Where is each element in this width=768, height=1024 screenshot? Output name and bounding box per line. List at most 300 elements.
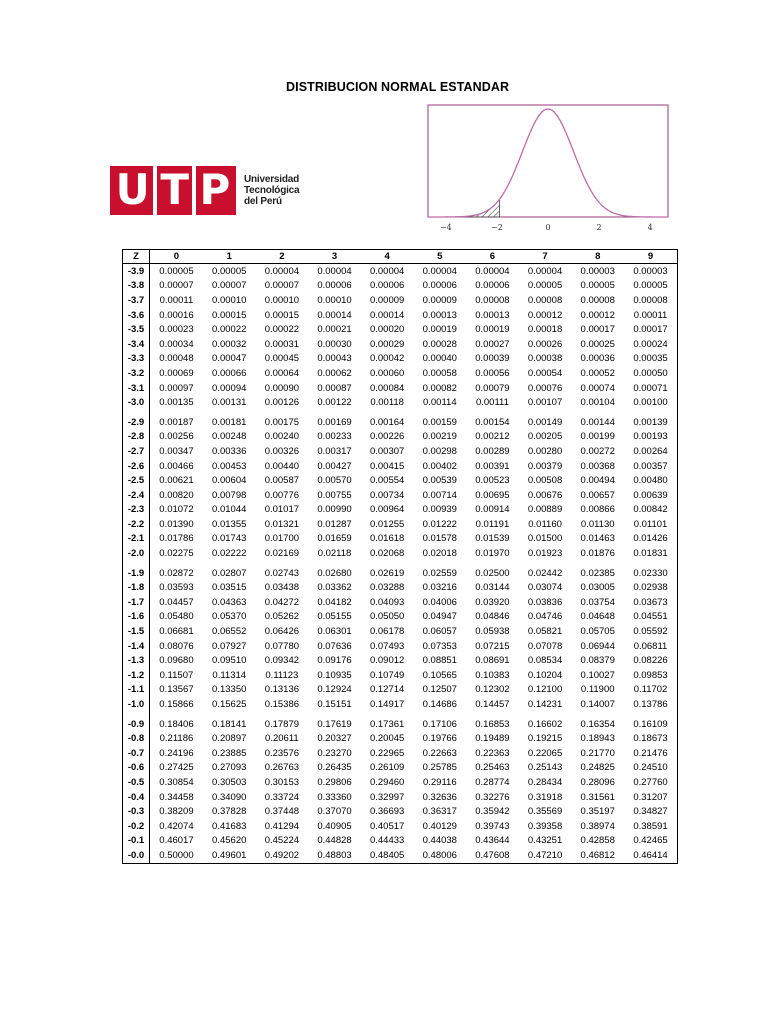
table-cell: 0.00233 [317,431,352,443]
table-cell: 0.00604 [212,475,247,487]
table-cell: 0.00013 [475,309,510,321]
table-cell: 0.02068 [369,548,405,560]
table-cell: 0.00005 [633,280,668,292]
table-cell: 0.00149 [527,416,563,428]
row-z-value: -1.6 [123,610,150,625]
table-cell: 0.11507 [159,669,194,681]
table-cell: 0.05938 [475,626,510,638]
table-cell: 0.00008 [527,294,563,306]
table-cell: 0.00415 [369,460,405,472]
table-cell: 0.01463 [580,533,615,545]
table-cell: 0.45620 [212,835,247,847]
table-cell: 0.00621 [159,475,194,487]
table-cell: 0.02938 [633,582,668,594]
table-cell: 0.01743 [212,533,247,545]
table-cell: 0.27425 [159,762,194,774]
header-z: Z [123,250,150,264]
table-cell: 0.00011 [159,294,194,306]
table-cell: 0.06057 [422,626,457,638]
table-cell: 0.14457 [475,699,510,711]
row-z-value: -3.9 [123,264,150,279]
table-cell: 0.00357 [633,460,668,472]
table-cell: 0.00007 [212,280,247,292]
table-cell: 0.09176 [317,655,352,667]
table-cell: 0.00307 [369,445,405,457]
table-cell: 0.00021 [317,324,352,336]
table-cell: 0.13567 [159,684,194,696]
table-cell: 0.35569 [527,806,563,818]
table-cell: 0.00010 [264,294,300,306]
table-cell: 0.27760 [633,776,668,788]
table-cell: 0.00939 [422,504,457,516]
row-z-value: -0.2 [123,819,150,834]
normal-curve [428,109,668,217]
table-cell: 0.01390 [159,518,194,530]
table-cell: 0.40129 [422,820,457,832]
row-z-value: -3.2 [123,366,150,381]
table-cell: 0.40517 [369,820,405,832]
row-z-value: -2.0 [123,546,150,561]
table-row [123,775,678,790]
header-col-1: 1 [203,250,256,264]
table-cell: 0.01831 [633,548,668,560]
table-cell: 0.06301 [317,626,352,638]
table-cell: 0.00076 [527,382,563,394]
table-row [123,595,678,610]
table-cell: 0.05155 [317,611,352,623]
table-cell: 0.00676 [527,489,563,501]
table-cell: 0.01659 [317,533,352,545]
table-cell: 0.00035 [633,353,668,365]
table-cell: 0.01191 [475,518,510,530]
table-cell: 0.00755 [317,489,352,501]
table-cell: 0.00023 [159,324,194,336]
table-row [123,381,678,396]
table-cell: 0.00027 [475,338,510,350]
table-cell: 0.00181 [212,416,247,428]
table-cell: 0.04846 [475,611,510,623]
table-row [123,546,678,561]
table-cell: 0.00272 [580,445,615,457]
x-tick-label: 4 [647,223,653,232]
table-cell: 0.00005 [159,265,194,277]
table-cell: 0.00014 [317,309,352,321]
table-cell: 0.00007 [159,280,194,292]
table-cell: 0.18406 [159,718,194,730]
z-table [122,249,678,864]
table-cell: 0.30153 [264,776,300,788]
row-z-value: -3.8 [123,279,150,294]
table-cell: 0.01700 [264,533,300,545]
table-cell: 0.14231 [527,699,563,711]
table-cell: 0.07215 [475,640,510,652]
row-z-value: -2.3 [123,503,150,518]
table-cell: 0.00038 [527,353,563,365]
table-row [123,639,678,654]
table-cell: 0.00004 [264,265,300,277]
table-cell: 0.00734 [369,489,405,501]
table-cell: 0.04093 [369,596,405,608]
table-cell: 0.34458 [159,791,194,803]
table-cell: 0.08534 [527,655,563,667]
table-cell: 0.31918 [527,791,563,803]
table-row [123,834,678,849]
table-cell: 0.03288 [369,582,405,594]
table-cell: 0.21186 [159,733,194,745]
table-cell: 0.00212 [475,431,510,443]
table-row [123,790,678,805]
table-cell: 0.04363 [212,596,247,608]
table-cell: 0.01017 [264,504,300,516]
header-col-6: 6 [466,250,519,264]
header-col-2: 2 [256,250,309,264]
row-z-value: -2.9 [123,410,150,430]
table-cell: 0.17106 [422,718,457,730]
table-cell: 0.38974 [580,820,615,832]
table-cell: 0.00040 [422,353,457,365]
table-cell: 0.00280 [527,445,563,457]
table-cell: 0.42858 [580,835,615,847]
row-z-value: -1.7 [123,595,150,610]
row-z-value: -2.5 [123,473,150,488]
table-cell: 0.00440 [264,460,300,472]
table-cell: 0.48803 [317,849,352,861]
row-z-value: -1.5 [123,624,150,639]
table-row [123,473,678,488]
row-z-value: -0.7 [123,746,150,761]
row-z-value: -3.7 [123,293,150,308]
table-cell: 0.00114 [422,397,457,409]
table-cell: 0.00135 [159,397,194,409]
table-cell: 0.22663 [422,747,457,759]
table-cell: 0.07927 [212,640,247,652]
table-row [123,848,678,863]
table-cell: 0.50000 [159,849,194,861]
logo-separator [192,166,196,215]
table-cell: 0.02222 [212,548,247,560]
table-cell: 0.00175 [264,416,300,428]
row-z-value: -3.0 [123,395,150,410]
table-row [123,697,678,712]
table-row [123,819,678,834]
table-cell: 0.01072 [159,504,194,516]
table-cell: 0.00047 [212,353,247,365]
table-cell: 0.17619 [317,718,352,730]
row-z-value: -2.2 [123,517,150,532]
table-cell: 0.39743 [475,820,510,832]
row-z-value: -1.4 [123,639,150,654]
table-cell: 0.00024 [633,338,668,350]
table-cell: 0.30503 [212,776,247,788]
table-cell: 0.01923 [527,548,563,560]
table-cell: 0.25143 [527,762,563,774]
table-cell: 0.37448 [264,806,300,818]
logo-line-1: Universidad [244,173,300,185]
row-z-value: -0.9 [123,712,150,732]
table-cell: 0.01786 [159,533,194,545]
table-cell: 0.30854 [159,776,194,788]
table-cell: 0.00011 [633,309,668,321]
table-cell: 0.10027 [580,669,615,681]
table-cell: 0.10383 [475,669,510,681]
table-cell: 0.04746 [527,611,563,623]
table-cell: 0.00010 [212,294,247,306]
table-cell: 0.02385 [580,567,615,579]
table-cell: 0.08076 [159,640,194,652]
table-cell: 0.04006 [422,596,457,608]
table-cell: 0.08379 [580,655,615,667]
table-cell: 0.00169 [317,416,352,428]
table-cell: 0.01130 [580,518,615,530]
table-cell: 0.03438 [264,582,300,594]
table-cell: 0.00003 [633,265,668,277]
table-row [123,532,678,547]
table-cell: 0.00118 [370,397,404,409]
table-row [123,653,678,668]
table-cell: 0.00019 [422,324,457,336]
table-cell: 0.19215 [527,733,563,745]
logo-letter-t: T [160,165,189,214]
table-cell: 0.16354 [580,718,615,730]
table-cell: 0.00031 [264,338,300,350]
table-cell: 0.01618 [369,533,405,545]
table-cell: 0.13350 [212,684,247,696]
table-cell: 0.00008 [580,294,615,306]
table-cell: 0.00042 [369,353,405,365]
row-z-value: -2.8 [123,430,150,445]
table-cell: 0.04182 [317,596,352,608]
table-cell: 0.00657 [580,489,615,501]
table-cell: 0.00131 [212,397,247,409]
table-row [123,293,678,308]
table-cell: 0.17361 [369,718,405,730]
table-cell: 0.02559 [422,567,457,579]
table-cell: 0.00144 [580,416,615,428]
table-cell: 0.02743 [264,567,300,579]
table-cell: 0.06426 [264,626,300,638]
table-cell: 0.43644 [475,835,510,847]
table-cell: 0.35197 [580,806,615,818]
table-cell: 0.19489 [475,733,510,745]
table-cell: 0.04648 [580,611,615,623]
table-cell: 0.20611 [265,733,299,745]
table-cell: 0.03074 [527,582,563,594]
table-cell: 0.00368 [580,460,615,472]
table-cell: 0.00019 [475,324,510,336]
table-cell: 0.34090 [212,791,247,803]
row-z-value: -0.6 [123,761,150,776]
table-cell: 0.48405 [369,849,405,861]
table-cell: 0.00326 [264,445,300,457]
table-cell: 0.05821 [527,626,563,638]
table-cell: 0.00012 [527,309,563,321]
table-row [123,366,678,381]
table-cell: 0.00012 [580,309,615,321]
table-cell: 0.07493 [369,640,405,652]
header-col-3: 3 [308,250,361,264]
table-cell: 0.40905 [317,820,352,832]
table-cell: 0.01321 [264,518,300,530]
table-cell: 0.00798 [212,489,247,501]
table-cell: 0.02619 [369,567,405,579]
table-cell: 0.00016 [159,309,194,321]
table-cell: 0.11123 [265,669,299,681]
table-cell: 0.06552 [212,626,247,638]
table-row [123,731,678,746]
table-cell: 0.07780 [264,640,300,652]
table-row [123,459,678,474]
row-z-value: -0.8 [123,731,150,746]
table-row [123,517,678,532]
table-cell: 0.12302 [475,684,510,696]
table-cell: 0.03593 [159,582,194,594]
table-cell: 0.00164 [369,416,405,428]
table-row [123,668,678,683]
table-cell: 0.03144 [475,582,510,594]
table-cell: 0.00004 [527,265,563,277]
table-cell: 0.00056 [475,367,510,379]
row-z-value: -1.0 [123,697,150,712]
table-cell: 0.36693 [369,806,405,818]
table-cell: 0.23885 [212,747,247,759]
table-cell: 0.06681 [159,626,194,638]
table-cell: 0.01355 [212,518,247,530]
table-cell: 0.00005 [580,280,615,292]
table-cell: 0.08226 [633,655,668,667]
table-cell: 0.10935 [317,669,352,681]
table-cell: 0.00017 [633,324,668,336]
x-tick-label: −4 [439,223,452,232]
table-cell: 0.12714 [369,684,405,696]
table-cell: 0.00264 [633,445,668,457]
table-cell: 0.28774 [475,776,510,788]
table-cell: 0.00082 [422,382,457,394]
table-cell: 0.00466 [159,460,194,472]
table-cell: 0.00842 [633,504,668,516]
table-cell: 0.00402 [422,460,457,472]
table-cell: 0.25463 [475,762,510,774]
table-cell: 0.08691 [475,655,510,667]
table-cell: 0.20327 [317,733,352,745]
table-cell: 0.49202 [264,849,300,861]
row-z-value: -2.1 [123,532,150,547]
logo-mark [110,166,236,215]
table-cell: 0.01426 [633,533,668,545]
table-cell: 0.00539 [422,475,457,487]
table-cell: 0.05592 [633,626,668,638]
table-cell: 0.27093 [212,762,247,774]
table-cell: 0.00776 [264,489,300,501]
table-cell: 0.17879 [264,718,300,730]
table-cell: 0.18943 [580,733,615,745]
table-cell: 0.43251 [527,835,563,847]
logo-letter-u: U [115,165,150,214]
table-cell: 0.47608 [475,849,510,861]
table-cell: 0.07636 [317,640,352,652]
table-cell: 0.19766 [422,733,457,745]
table-cell: 0.00007 [264,280,300,292]
row-z-value: -3.3 [123,352,150,367]
table-cell: 0.02680 [317,567,352,579]
row-z-value: -3.5 [123,322,150,337]
header-col-0: 0 [150,250,203,264]
table-cell: 0.00008 [475,294,510,306]
table-cell: 0.00347 [159,445,194,457]
table-cell: 0.02018 [422,548,457,560]
table-row [123,503,678,518]
table-cell: 0.44038 [422,835,457,847]
table-cell: 0.00039 [475,353,510,365]
table-row [123,279,678,294]
table-cell: 0.44433 [369,835,405,847]
table-cell: 0.15386 [264,699,300,711]
table-cell: 0.00256 [159,431,194,443]
table-cell: 0.00866 [580,504,615,516]
table-cell: 0.02330 [633,567,668,579]
table-cell: 0.44828 [317,835,352,847]
row-z-value: -1.9 [123,561,150,581]
table-cell: 0.03836 [527,596,563,608]
table-cell: 0.00045 [264,353,300,365]
table-cell: 0.00062 [317,367,352,379]
table-cell: 0.00889 [527,504,563,516]
table-cell: 0.00226 [369,431,405,443]
table-cell: 0.07353 [422,640,457,652]
table-row [123,264,678,279]
table-cell: 0.00036 [580,353,615,365]
logo-line-3: del Perú [244,195,282,207]
table-cell: 0.01160 [528,518,562,530]
table-cell: 0.00205 [527,431,563,443]
table-cell: 0.10749 [369,669,405,681]
table-cell: 0.35942 [475,806,510,818]
table-cell: 0.04551 [633,611,668,623]
row-z-value: -0.3 [123,804,150,819]
table-cell: 0.46414 [633,849,668,861]
header-col-8: 8 [571,250,624,264]
table-cell: 0.00159 [422,416,457,428]
table-cell: 0.03754 [580,596,615,608]
table-cell: 0.00006 [475,280,510,292]
table-cell: 0.00060 [369,367,405,379]
table-cell: 0.38209 [159,806,194,818]
table-cell: 0.14686 [422,699,457,711]
table-cell: 0.00100 [633,397,668,409]
table-cell: 0.00022 [264,324,300,336]
table-cell: 0.00074 [580,382,615,394]
table-cell: 0.00193 [633,431,668,443]
table-cell: 0.00006 [369,280,405,292]
plot-frame [428,105,668,217]
row-z-value: -0.4 [123,790,150,805]
table-cell: 0.11900 [580,684,615,696]
table-cell: 0.24825 [580,762,615,774]
table-cell: 0.00026 [527,338,563,350]
x-tick-label: −2 [491,223,503,232]
header-col-7: 7 [519,250,572,264]
table-cell: 0.00126 [264,397,300,409]
table-cell: 0.00015 [264,309,300,321]
table-cell: 0.02118 [317,548,352,560]
table-cell: 0.37070 [317,806,352,818]
table-cell: 0.09510 [212,655,247,667]
table-cell: 0.00639 [633,489,668,501]
table-cell: 0.22065 [527,747,563,759]
table-cell: 0.00064 [264,367,300,379]
table-cell: 0.00030 [317,338,352,350]
table-cell: 0.00079 [475,382,510,394]
table-cell: 0.00379 [527,460,563,472]
